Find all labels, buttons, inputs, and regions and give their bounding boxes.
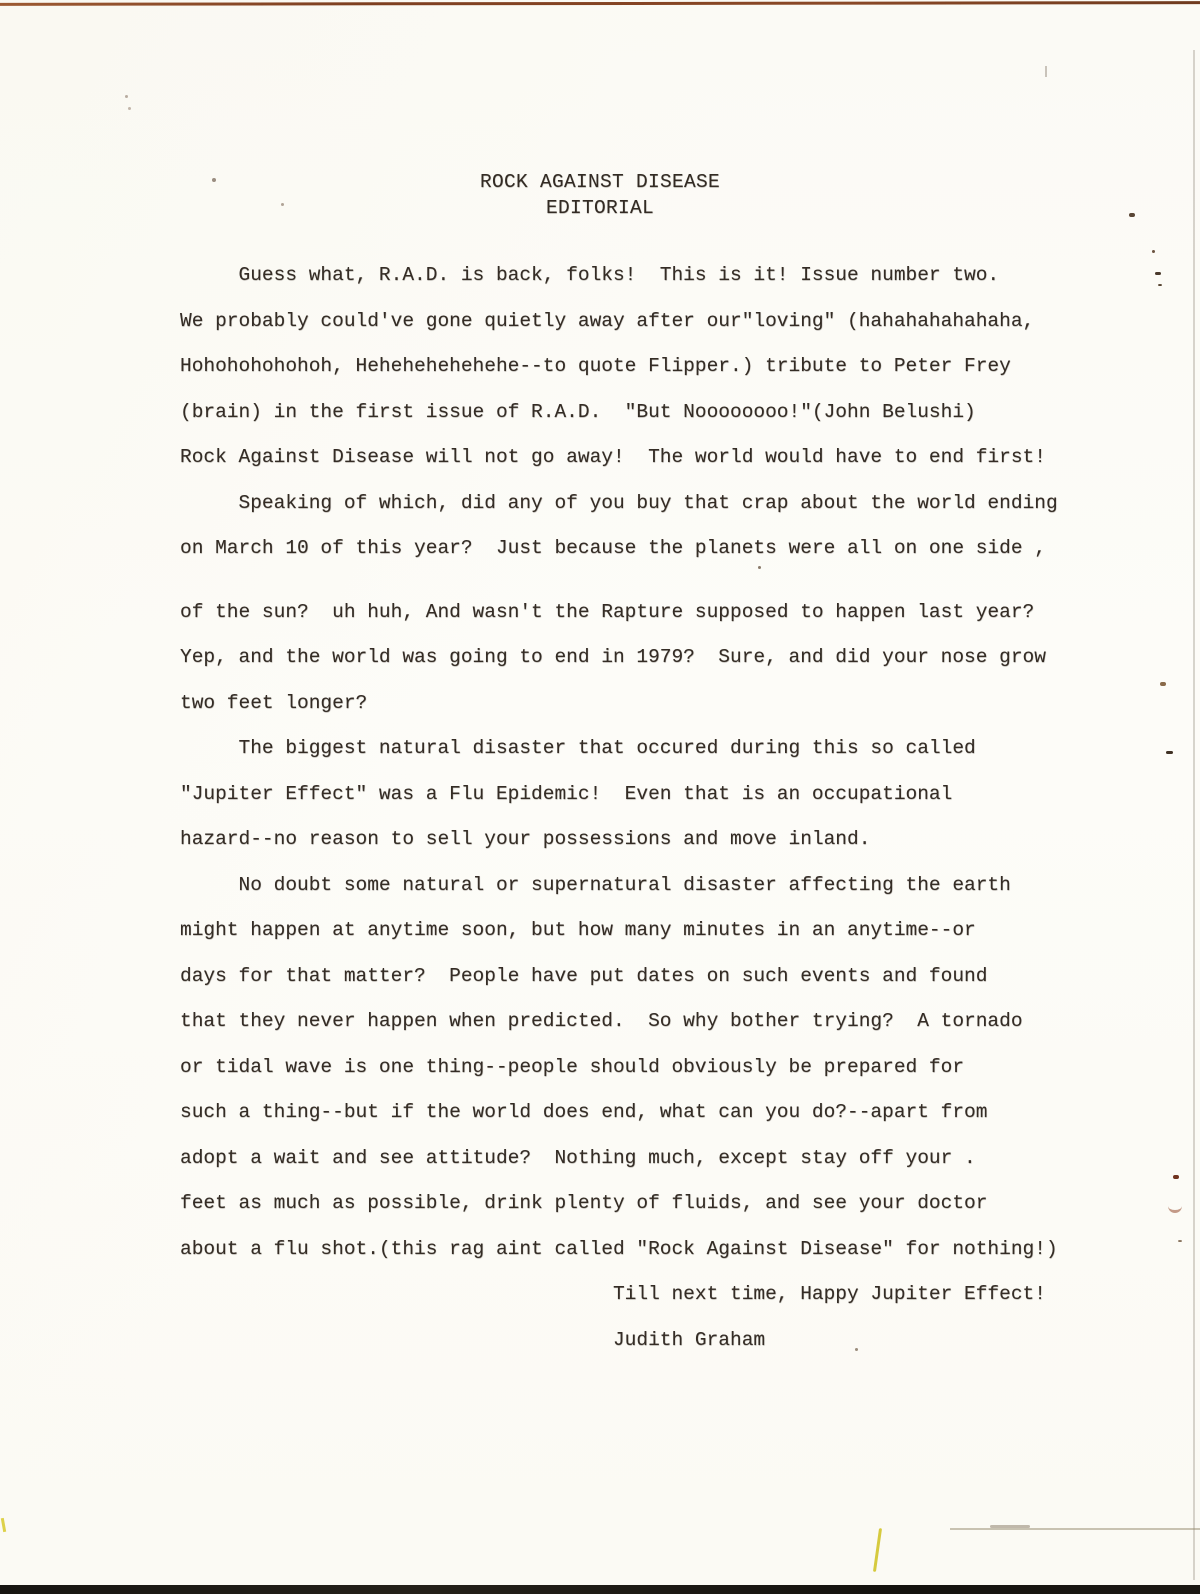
text-line: two feet longer? [180,691,368,714]
scanner-bottom-band [0,1585,1200,1594]
document-title-block [0,169,1200,221]
scan-artifact [950,1528,1200,1530]
scan-artifact [1155,272,1161,275]
scanner-top-edge-line [0,1,1200,6]
text-line: about a flu shot.(this rag aint called "Rock Against Disease" for nothing!) [180,1237,1058,1260]
scan-artifact [1173,1175,1179,1179]
text-line: "Jupiter Effect" was a Flu Epidemic! Even that is an occupational [180,782,953,805]
text-line: that they never happen when predicted. So why bother trying? A tornado [180,1010,1023,1032]
text-line: Rock Against Disease will not go away! The world would have to end first! [180,446,1046,468]
text-line: The biggest natural disaster that occured during this so called [180,737,976,759]
text-line: Speaking of which, did any of you buy that crap about the world ending [180,491,1058,514]
scan-artifact [1158,284,1162,286]
text-line: or tidal wave is one thing--people should obviously be prepared for [180,1055,965,1078]
text-line: feet as much as possible, drink plenty of fluids, and see your doctor [180,1192,988,1214]
text-line: on March 10 of this year? Just because the planets were all on one side , [180,537,1046,559]
page-title: ROCK AGAINST DISEASE [479,171,721,193]
text-line: Yep, and the world was going to end in 1979? Sure, and did your nose grow [180,646,1046,668]
scan-artifact [1,1518,6,1532]
text-line: of the sun? uh huh, And wasn't the Rapture supposed to happen last year? [180,600,1035,623]
text-line: No doubt some natural or supernatural disaster affecting the earth [180,873,1011,896]
document-body [180,253,1140,1363]
text-line: Till next time, Happy Jupiter Effect! [180,1283,1046,1305]
scan-artifact [1160,682,1166,686]
text-line: Judith Graham [180,1328,766,1351]
scan-artifact [1152,250,1155,253]
scan-artifact [873,1528,882,1572]
text-line: Guess what, R.A.D. is back, folks! This is it! Issue number two. [180,264,1000,286]
text-line: such a thing--but if the world does end, what can you do?--apart from [180,1101,988,1123]
page-subtitle: EDITORIAL [545,197,655,219]
text-line: We probably could've gone quietly away after our"loving" (hahahahahahaha, [180,309,1035,332]
text-line: days for that matter? People have put dates on such events and found [180,964,988,987]
scan-artifact [990,1525,1030,1528]
scan-artifact [128,107,131,110]
scan-artifact [1168,1198,1182,1213]
text-line: might happen at anytime soon, but how many minutes in an anytime--or [180,919,976,941]
text-line: (brain) in the first issue of R.A.D. "But Noooooooo!"(John Belushi) [180,400,976,423]
scan-artifact [125,95,128,98]
text-line: hazard--no reason to sell your possessions and move inland. [180,828,871,850]
text-line: adopt a wait and see attitude? Nothing much, except stay off your . [180,1146,976,1169]
paper-right-edge-shadow [1193,50,1195,1580]
scan-artifact [1178,1240,1182,1242]
scan-artifact [1166,751,1173,754]
text-line: Hohohohohohoh, Hehehehehehehe--to quote Flipper.) tribute to Peter Frey [180,355,1011,377]
scan-artifact [1045,66,1047,77]
